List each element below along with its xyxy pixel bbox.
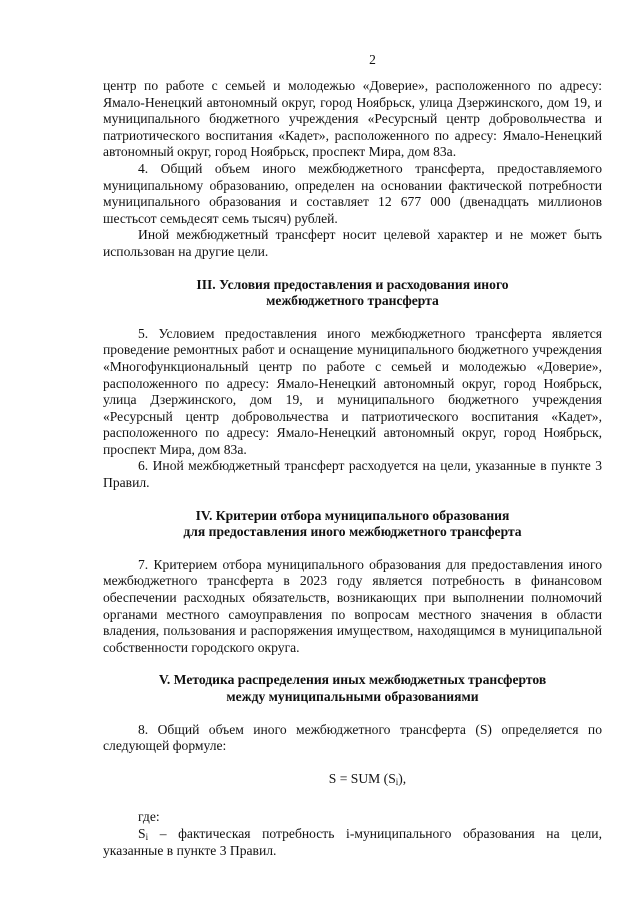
- section-5-heading-line-2: между муниципальными образованиями: [226, 689, 479, 704]
- section-4-heading-line-2: для предоставления иного межбюджетного трансферта: [183, 524, 522, 540]
- section-5-heading-line-1: V. Методика распределения иных межбюджетных трансфертов: [158, 672, 547, 688]
- paragraph-7: 7. Критерием отбора муниципального образования для предоставления иного межбюджетного трансферта в 2023 году является потребность в финансовом обеспечении расходных обязательств, возникающих при выполнении полномочий органами местного самоуправления по вопросам местного значения в области владения, пользования и распоряжения имуществом, находящимся в муниципальной собственности городского округа.: [103, 556, 602, 655]
- section-3-heading-line-2: межбюджетного трансферта: [266, 293, 439, 309]
- paragraph-target-purpose: Иной межбюджетный трансферт носит целевой характер и не может быть использован на другие цели.: [103, 227, 602, 259]
- formula-si-definition: [103, 826, 602, 859]
- si-description: – фактическая потребность i-муниципального образования на цели, указанные в пункте 3 Правил.: [103, 825, 602, 858]
- formula-subscript: i: [395, 776, 399, 787]
- si-symbol: S: [138, 825, 146, 841]
- formula-where-label: где:: [138, 809, 160, 825]
- paragraph-6: 6. Иной межбюджетный трансферт расходуется на цели, указанные в пункте 3 Правил.: [103, 458, 602, 491]
- page-number: 2: [369, 52, 376, 67]
- section-5-heading: [103, 672, 602, 705]
- section-4-heading: [103, 508, 602, 541]
- paragraph-5: 5. Условием предоставления иного межбюджетного трансферта является проведение ремонтных работ и оснащение муниципального бюджетного учреждения «Многофункциональный центр по работе с семьей и молодежью «Доверие», расположенного по адресу: Ямало-Ненецкий автономный округ, город Ноябрьск, улица Дзержинского, дом 19, и муниципального бюджетного учреждения «Ресурсный центр добровольчества и патриотического воспитания «Кадет», расположенного по адресу: Ямало-Ненецкий автономный округ, город Ноябрьск, проспект Мира, дом 83а.: [103, 325, 602, 457]
- si-subscript: i: [145, 831, 149, 842]
- formula-left: S = SUM (S: [328, 770, 396, 786]
- paragraph-continuation: центр по работе с семьей и молодежью «Доверие», расположенного по адресу: Ямало-Ненецкий автономный округ, город Ноябрьск, улица Дзержинского, дом 19, и муниципального бюджетного учреждения «Ресурсный центр добровольчества и патриотического воспитания «Кадет», расположенного по адресу: Ямало-Ненецкий автономный округ, город Ноябрьск, проспект Мира, дом 83а.: [103, 78, 602, 160]
- section-4-heading-line-1: IV. Критерии отбора муниципального образования: [195, 507, 510, 523]
- sum-formula: [103, 771, 602, 788]
- section-3-heading-line-1: III. Условия предоставления и расходования иного: [196, 276, 509, 292]
- paragraph-4: 4. Общий объем иного межбюджетного трансферта, предоставляемого муниципальному образованию, определен на основании фактической потребности муниципального образования и составляет 12 677 000 (двенадцать миллионов шестьсот семьдесят семь тысяч) рублей.: [103, 160, 602, 226]
- formula-right: ),: [398, 770, 407, 786]
- section-3-heading: [103, 277, 602, 310]
- paragraph-8: 8. Общий объем иного межбюджетного трансферта (S) определяется по следующей формуле:: [103, 721, 602, 754]
